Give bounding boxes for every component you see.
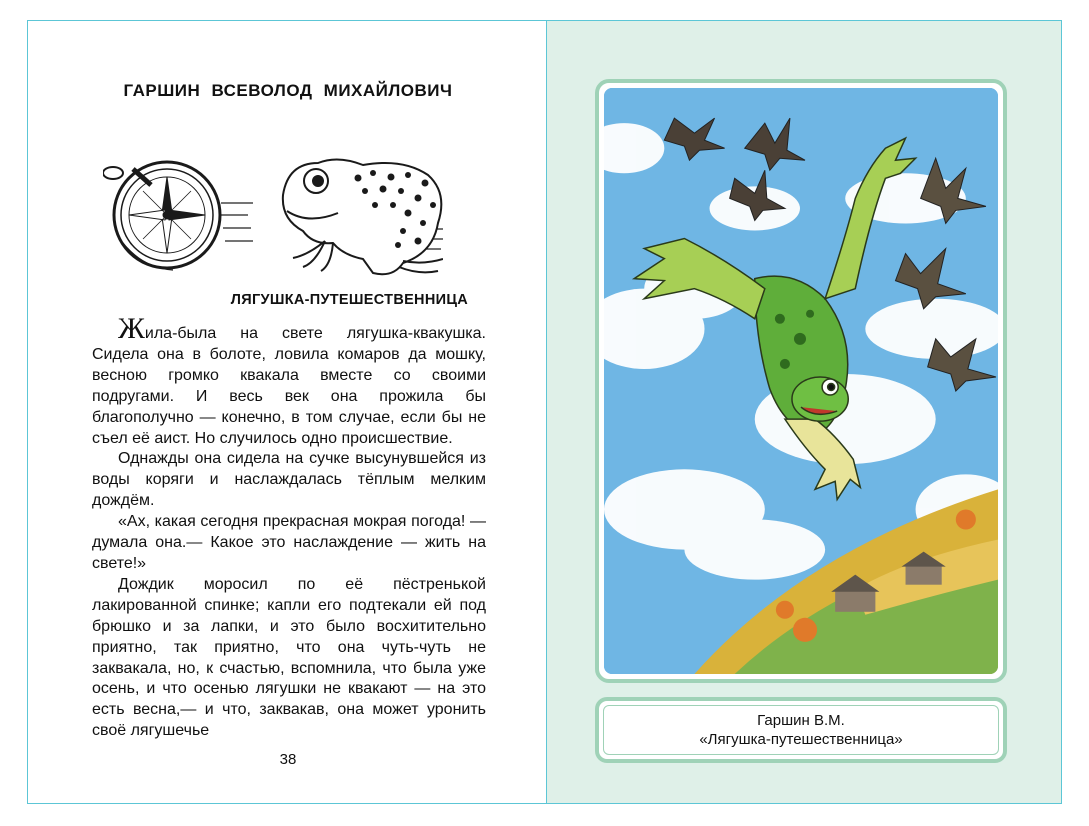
frog-icon xyxy=(283,159,443,274)
page-number: 38 xyxy=(279,751,297,768)
left-page xyxy=(28,21,546,803)
paragraph: Однажды она сидела на сучке высунувшейся из воды коряги и наслаждалась тёплым мелким дождём. xyxy=(92,450,486,510)
right-page xyxy=(546,21,1061,803)
story-title: ЛЯГУШКА-ПУТЕШЕСТВЕННИЦА xyxy=(230,292,468,308)
paragraph: Жила-была на свете лягушка-квакушка. Сидела она в болоте, ловила комаров да мошку, весною громко квакала вместе со своими подругами. И весь век она прожила бы благополучно — конечно, в том случае, если бы не съел её аист. Но случилось одно происшествие. xyxy=(92,312,486,447)
drop-cap: Ж xyxy=(118,312,145,345)
book-spread xyxy=(27,20,1062,804)
paragraph: «Ах, какая сегодня прекрасная мокрая погода! — думала она.— Какое это наслаждение — жить на свете!» xyxy=(92,513,486,572)
caption xyxy=(603,705,999,755)
story-text xyxy=(92,312,486,742)
author-heading: ГАРШИН ВСЕВОЛОД МИХАЙЛОВИЧ xyxy=(123,81,453,100)
illustration-frame xyxy=(595,79,1007,683)
vignette-illustration xyxy=(103,133,443,283)
caption-author: Гаршин В.М. xyxy=(757,712,845,729)
compass-icon xyxy=(103,162,220,270)
paragraph: Дождик моросил по её пёстренькой лакированной спинке; капли его подтекали ей под брюшко и за лапки, и это было восхитительно приятно, так приятно, что она чуть-чуть не заквакала, но, к счастью, вспомнила, что была уже осень, и что осенью лягушки не квакают — на это есть весна,— и что, заквакав, она может уронить своё лягушечье xyxy=(92,575,486,740)
caption-title: «Лягушка-путешественница» xyxy=(699,731,903,748)
illustration xyxy=(604,88,998,674)
caption-frame xyxy=(595,697,1007,763)
